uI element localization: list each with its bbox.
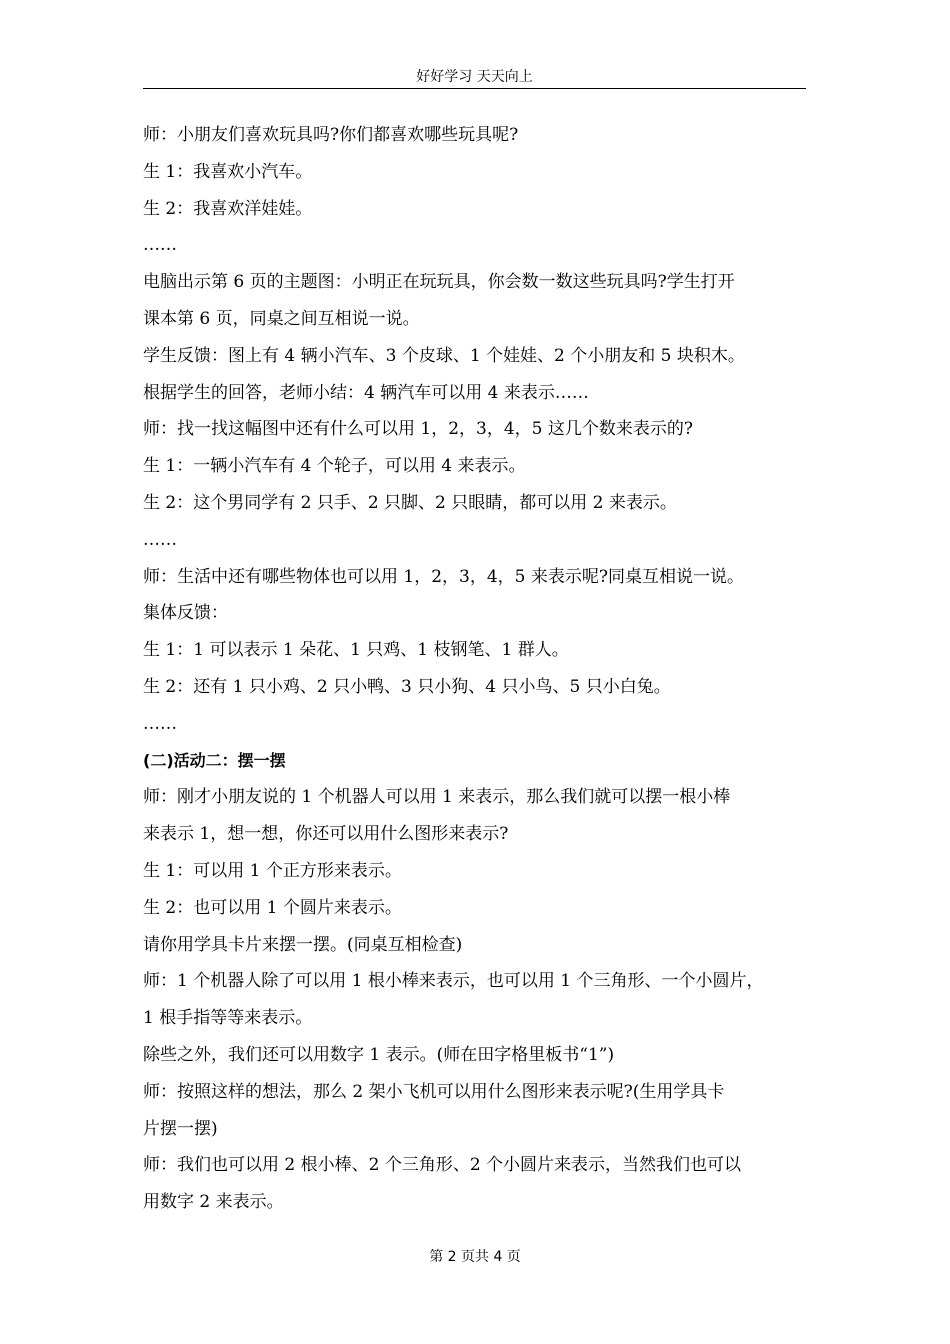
text-line: 除些之外，我们还可以用数字 1 表示。(师在田字格里板书“1”): [143, 1044, 615, 1065]
text-line: 师：找一找这幅图中还有什么可以用 1，2，3，4，5 这几个数来表示的?: [143, 419, 694, 440]
text-line: 师：按照这样的想法，那么 2 架小飞机可以用什么图形来表示呢?(生用学具卡: [143, 1081, 725, 1102]
text-line: 师：小朋友们喜欢玩具吗?你们都喜欢哪些玩具呢?: [143, 125, 519, 145]
text-line: 生 1：我喜欢小汽车。: [143, 161, 313, 182]
text-line: ……: [143, 529, 177, 550]
text-line: 师：我们也可以用 2 根小棒、2 个三角形、2 个小圆片来表示，当然我们也可以: [143, 1155, 742, 1176]
page-footer: [0, 1247, 950, 1267]
text-line: 学生反馈：图上有 4 辆小汽车、3 个皮球、1 个娃娃、2 个小朋友和 5 块积木。: [143, 345, 745, 366]
text-line: 1 根手指等等来表示。: [143, 1008, 313, 1029]
section-heading: (二)活动二：摆一摆: [143, 750, 286, 770]
text-line: 生 2：我喜欢洋娃娃。: [143, 198, 313, 219]
text-line: 生 2：这个男同学有 2 只手、2 只脚、2 只眼睛，都可以用 2 来表示。: [143, 492, 677, 513]
header-title: 好好学习 天天向上: [416, 69, 533, 85]
page-number: 第 2 页共 4 页: [429, 1249, 521, 1265]
text-line: 课本第 6 页，同桌之间互相说一说。: [143, 308, 420, 329]
text-line: 用数字 2 来表示。: [143, 1192, 284, 1213]
text-line: 师：1 个机器人除了可以用 1 根小棒来表示，也可以用 1 个三角形、一个小圆片，: [143, 971, 764, 992]
text-line: ……: [143, 235, 177, 256]
text-line: 生 2：也可以用 1 个圆片来表示。: [143, 897, 402, 918]
text-line: 根据学生的回答，老师小结：4 辆汽车可以用 4 来表示……: [143, 382, 589, 403]
document-body: [143, 117, 806, 1221]
text-line: 电脑出示第 6 页的主题图：小明正在玩玩具，你会数一数这些玩具吗?学生打开: [143, 272, 735, 293]
text-line: 生 1：可以用 1 个正方形来表示。: [143, 860, 402, 881]
text-line: 生 1：一辆小汽车有 4 个轮子，可以用 4 来表示。: [143, 456, 526, 477]
text-line: 来表示 1，想一想，你还可以用什么图形来表示?: [143, 824, 509, 845]
text-line: ……: [143, 713, 177, 734]
text-line: 集体反馈：: [143, 603, 228, 624]
text-line: 生 1：1 可以表示 1 朵花、1 只鸡、1 枝钢笔、1 群人。: [143, 640, 569, 661]
text-line: 请你用学具卡片来摆一摆。(同桌互相检查): [143, 934, 463, 955]
text-line: 片摆一摆): [143, 1118, 218, 1139]
page-header: [143, 66, 806, 89]
text-line: 生 2：还有 1 只小鸡、2 只小鸭、3 只小狗、4 只小鸟、5 只小白兔。: [143, 676, 671, 697]
text-line: 师：刚才小朋友说的 1 个机器人可以用 1 来表示，那么我们就可以摆一根小棒: [143, 787, 731, 808]
text-line: 师：生活中还有哪些物体也可以用 1，2，3，4，5 来表示呢?同桌互相说一说。: [143, 566, 744, 587]
